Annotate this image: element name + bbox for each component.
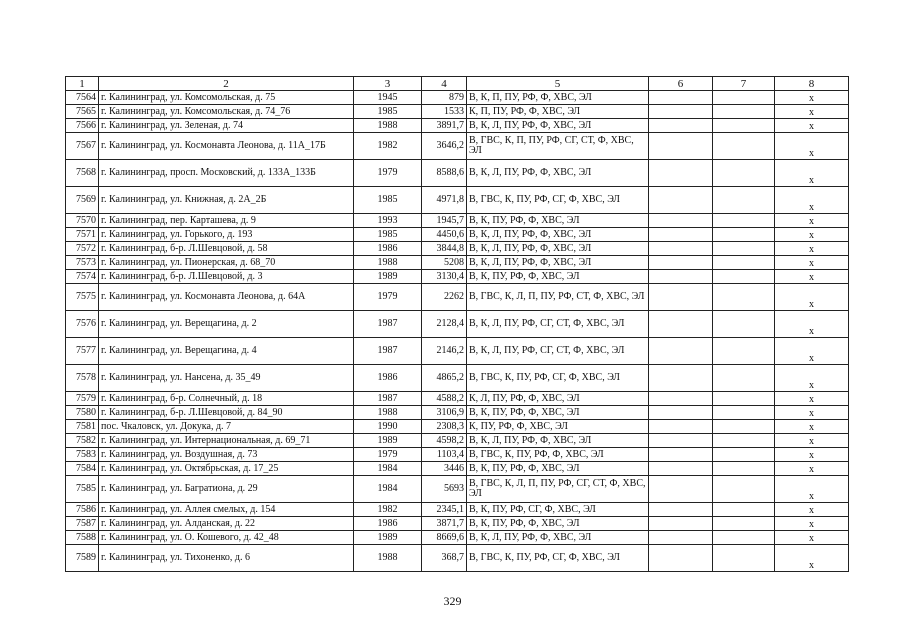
row-area: 4450,6: [422, 228, 467, 242]
row-year: 1986: [354, 365, 422, 392]
row-col-6: [649, 284, 713, 311]
row-address: г. Калининград, ул. Зеленая, д. 74: [99, 119, 354, 133]
row-number: 7587: [66, 517, 99, 531]
row-mark: х: [775, 256, 849, 270]
table-row: [66, 517, 849, 531]
row-address: г. Калининград, б-р. Солнечный, д. 18: [99, 392, 354, 406]
table-row: [66, 214, 849, 228]
header-col-8: 8: [775, 77, 849, 91]
row-col-7: [713, 256, 775, 270]
row-year: 1988: [354, 406, 422, 420]
page-number: 329: [443, 594, 462, 608]
row-address: пос. Чкаловск, ул. Докука, д. 7: [99, 420, 354, 434]
row-area: 3446: [422, 462, 467, 476]
row-works: В, К, Л, ПУ, РФ, Ф, ХВС, ЭЛ: [467, 228, 649, 242]
row-mark: х: [775, 119, 849, 133]
row-mark: х: [775, 420, 849, 434]
row-number: 7573: [66, 256, 99, 270]
row-col-6: [649, 392, 713, 406]
row-number: 7568: [66, 160, 99, 187]
row-col-6: [649, 270, 713, 284]
row-number: 7582: [66, 434, 99, 448]
row-area: 5693: [422, 476, 467, 503]
row-address: г. Калининград, б-р. Л.Шевцовой, д. 84_90: [99, 406, 354, 420]
header-col-4: 4: [422, 77, 467, 91]
row-works: В, К, Л, ПУ, РФ, Ф, ХВС, ЭЛ: [467, 160, 649, 187]
row-works: К, Л, ПУ, РФ, Ф, ХВС, ЭЛ: [467, 392, 649, 406]
row-area: 3891,7: [422, 119, 467, 133]
row-col-6: [649, 105, 713, 119]
row-col-6: [649, 338, 713, 365]
row-number: 7574: [66, 270, 99, 284]
row-number: 7580: [66, 406, 99, 420]
row-mark: х: [775, 545, 849, 572]
header-col-5: 5: [467, 77, 649, 91]
table-row: [66, 434, 849, 448]
row-year: 1989: [354, 270, 422, 284]
row-col-6: [649, 462, 713, 476]
row-area: 2308,3: [422, 420, 467, 434]
row-number: 7564: [66, 91, 99, 105]
row-mark: х: [775, 242, 849, 256]
row-col-6: [649, 545, 713, 572]
row-area: 3844,8: [422, 242, 467, 256]
row-number: 7575: [66, 284, 99, 311]
row-address: г. Калининград, ул. Багратиона, д. 29: [99, 476, 354, 503]
row-works: В, ГВС, К, Л, П, ПУ, РФ, СТ, Ф, ХВС, ЭЛ: [467, 284, 649, 311]
row-col-6: [649, 160, 713, 187]
row-address: г. Калининград, ул. Аллея смелых, д. 154: [99, 503, 354, 517]
row-year: 1988: [354, 119, 422, 133]
row-col-6: [649, 119, 713, 133]
table-row: [66, 503, 849, 517]
header-col-7: 7: [713, 77, 775, 91]
row-mark: х: [775, 406, 849, 420]
row-year: 1985: [354, 105, 422, 119]
table-row: [66, 392, 849, 406]
row-col-6: [649, 448, 713, 462]
row-year: 1985: [354, 187, 422, 214]
row-year: 1945: [354, 91, 422, 105]
table-row: [66, 365, 849, 392]
row-col-7: [713, 406, 775, 420]
row-area: 3130,4: [422, 270, 467, 284]
row-year: 1988: [354, 256, 422, 270]
row-col-7: [713, 187, 775, 214]
header-col-3: 3: [354, 77, 422, 91]
table-body: [66, 91, 849, 572]
row-area: 2262: [422, 284, 467, 311]
row-col-6: [649, 256, 713, 270]
table-row: [66, 311, 849, 338]
row-works: В, ГВС, К, П, ПУ, РФ, СГ, СТ, Ф, ХВС, ЭЛ: [467, 133, 649, 160]
row-number: 7577: [66, 338, 99, 365]
row-area: 8669,6: [422, 531, 467, 545]
row-address: г. Калининград, ул. Алданская, д. 22: [99, 517, 354, 531]
row-works: В, ГВС, К, ПУ, РФ, СГ, Ф, ХВС, ЭЛ: [467, 365, 649, 392]
row-works: К, П, ПУ, РФ, Ф, ХВС, ЭЛ: [467, 105, 649, 119]
row-area: 3871,7: [422, 517, 467, 531]
row-year: 1987: [354, 392, 422, 406]
row-works: В, К, ПУ, РФ, Ф, ХВС, ЭЛ: [467, 462, 649, 476]
row-works: В, К, ПУ, РФ, Ф, ХВС, ЭЛ: [467, 406, 649, 420]
row-number: 7569: [66, 187, 99, 214]
row-address: г. Калининград, ул. О. Кошевого, д. 42_48: [99, 531, 354, 545]
row-mark: х: [775, 105, 849, 119]
table-row: [66, 338, 849, 365]
row-col-7: [713, 91, 775, 105]
row-col-7: [713, 365, 775, 392]
row-col-6: [649, 242, 713, 256]
row-address: г. Калининград, ул. Книжная, д. 2А_2Б: [99, 187, 354, 214]
row-number: 7586: [66, 503, 99, 517]
row-address: г. Калининград, ул. Верещагина, д. 4: [99, 338, 354, 365]
row-works: В, К, ПУ, РФ, Ф, ХВС, ЭЛ: [467, 517, 649, 531]
row-address: г. Калининград, ул. Космонавта Леонова, д. 11А_17Б: [99, 133, 354, 160]
row-year: 1987: [354, 338, 422, 365]
housing-registry-table: [65, 76, 849, 572]
row-area: 879: [422, 91, 467, 105]
row-year: 1989: [354, 531, 422, 545]
row-works: В, К, Л, ПУ, РФ, Ф, ХВС, ЭЛ: [467, 434, 649, 448]
row-address: г. Калининград, ул. Комсомольская, д. 74_76: [99, 105, 354, 119]
row-address: г. Калининград, ул. Нансена, д. 35_49: [99, 365, 354, 392]
table-header-row: [66, 77, 849, 91]
row-col-7: [713, 311, 775, 338]
row-year: 1989: [354, 434, 422, 448]
row-mark: х: [775, 531, 849, 545]
row-col-6: [649, 133, 713, 160]
row-works: В, К, Л, ПУ, РФ, Ф, ХВС, ЭЛ: [467, 531, 649, 545]
row-col-6: [649, 517, 713, 531]
row-number: 7583: [66, 448, 99, 462]
row-col-6: [649, 91, 713, 105]
row-address: г. Калининград, ул. Горького, д. 193: [99, 228, 354, 242]
row-number: 7565: [66, 105, 99, 119]
table-row: [66, 256, 849, 270]
row-year: 1982: [354, 133, 422, 160]
table-row: [66, 406, 849, 420]
row-address: г. Калининград, просп. Московский, д. 133А_133Б: [99, 160, 354, 187]
row-area: 4865,2: [422, 365, 467, 392]
row-col-6: [649, 531, 713, 545]
row-works: В, К, ПУ, РФ, СГ, Ф, ХВС, ЭЛ: [467, 503, 649, 517]
row-year: 1982: [354, 503, 422, 517]
row-col-7: [713, 531, 775, 545]
row-year: 1984: [354, 462, 422, 476]
row-mark: х: [775, 311, 849, 338]
row-year: 1984: [354, 476, 422, 503]
row-address: г. Калининград, ул. Октябрьская, д. 17_25: [99, 462, 354, 476]
row-area: 1945,7: [422, 214, 467, 228]
header-col-6: 6: [649, 77, 713, 91]
row-works: В, ГВС, К, ПУ, РФ, СГ, Ф, ХВС, ЭЛ: [467, 187, 649, 214]
row-number: 7572: [66, 242, 99, 256]
row-area: 4588,2: [422, 392, 467, 406]
row-area: 368,7: [422, 545, 467, 572]
row-col-6: [649, 365, 713, 392]
row-address: г. Калининград, б-р. Л.Шевцовой, д. 58: [99, 242, 354, 256]
row-works: В, ГВС, К, ПУ, РФ, Ф, ХВС, ЭЛ: [467, 448, 649, 462]
row-col-7: [713, 270, 775, 284]
row-area: 3106,9: [422, 406, 467, 420]
table-row: [66, 476, 849, 503]
row-col-6: [649, 476, 713, 503]
row-col-6: [649, 503, 713, 517]
row-number: 7567: [66, 133, 99, 160]
row-col-7: [713, 392, 775, 406]
row-address: г. Калининград, ул. Интернациональная, д. 69_71: [99, 434, 354, 448]
row-col-7: [713, 545, 775, 572]
row-mark: х: [775, 365, 849, 392]
row-mark: х: [775, 338, 849, 365]
row-address: г. Калининград, ул. Воздушная, д. 73: [99, 448, 354, 462]
row-number: 7570: [66, 214, 99, 228]
row-col-7: [713, 503, 775, 517]
row-col-6: [649, 420, 713, 434]
row-works: В, К, Л, ПУ, РФ, Ф, ХВС, ЭЛ: [467, 242, 649, 256]
row-mark: х: [775, 462, 849, 476]
table-row: [66, 420, 849, 434]
row-col-7: [713, 242, 775, 256]
row-number: 7585: [66, 476, 99, 503]
row-mark: х: [775, 448, 849, 462]
row-works: В, К, Л, ПУ, РФ, СГ, СТ, Ф, ХВС, ЭЛ: [467, 311, 649, 338]
row-address: г. Калининград, пер. Карташева, д. 9: [99, 214, 354, 228]
row-col-7: [713, 338, 775, 365]
row-mark: х: [775, 270, 849, 284]
row-year: 1985: [354, 228, 422, 242]
row-mark: х: [775, 392, 849, 406]
row-number: 7566: [66, 119, 99, 133]
row-year: 1986: [354, 242, 422, 256]
row-year: 1990: [354, 420, 422, 434]
row-number: 7589: [66, 545, 99, 572]
row-works: В, К, Л, ПУ, РФ, Ф, ХВС, ЭЛ: [467, 119, 649, 133]
row-col-7: [713, 434, 775, 448]
row-works: К, ПУ, РФ, Ф, ХВС, ЭЛ: [467, 420, 649, 434]
row-address: г. Калининград, ул. Космонавта Леонова, д. 64А: [99, 284, 354, 311]
row-mark: х: [775, 160, 849, 187]
row-works: В, К, П, ПУ, РФ, Ф, ХВС, ЭЛ: [467, 91, 649, 105]
row-address: г. Калининград, ул. Пионерская, д. 68_70: [99, 256, 354, 270]
row-col-6: [649, 214, 713, 228]
row-col-6: [649, 311, 713, 338]
row-works: В, К, Л, ПУ, РФ, Ф, ХВС, ЭЛ: [467, 256, 649, 270]
row-col-7: [713, 462, 775, 476]
row-col-6: [649, 434, 713, 448]
row-number: 7588: [66, 531, 99, 545]
row-col-7: [713, 160, 775, 187]
row-mark: х: [775, 503, 849, 517]
row-area: 5208: [422, 256, 467, 270]
row-area: 3646,2: [422, 133, 467, 160]
table-row: [66, 284, 849, 311]
table-row: [66, 242, 849, 256]
header-col-2: 2: [99, 77, 354, 91]
row-mark: х: [775, 476, 849, 503]
table-row: [66, 270, 849, 284]
row-works: В, ГВС, К, Л, П, ПУ, РФ, СГ, СТ, Ф, ХВС, ЭЛ: [467, 476, 649, 503]
row-col-7: [713, 119, 775, 133]
row-mark: х: [775, 228, 849, 242]
row-col-7: [713, 517, 775, 531]
row-year: 1979: [354, 160, 422, 187]
table-row: [66, 545, 849, 572]
row-works: В, К, ПУ, РФ, Ф, ХВС, ЭЛ: [467, 270, 649, 284]
row-number: 7579: [66, 392, 99, 406]
row-col-7: [713, 448, 775, 462]
row-mark: х: [775, 517, 849, 531]
row-mark: х: [775, 187, 849, 214]
row-col-7: [713, 420, 775, 434]
row-mark: х: [775, 284, 849, 311]
row-number: 7578: [66, 365, 99, 392]
table-row: [66, 133, 849, 160]
row-works: В, К, Л, ПУ, РФ, СГ, СТ, Ф, ХВС, ЭЛ: [467, 338, 649, 365]
row-year: 1979: [354, 284, 422, 311]
row-year: 1979: [354, 448, 422, 462]
table-row: [66, 119, 849, 133]
row-mark: х: [775, 214, 849, 228]
row-col-6: [649, 187, 713, 214]
row-area: 1103,4: [422, 448, 467, 462]
row-works: В, К, ПУ, РФ, Ф, ХВС, ЭЛ: [467, 214, 649, 228]
row-number: 7576: [66, 311, 99, 338]
row-address: г. Калининград, б-р. Л.Шевцовой, д. 3: [99, 270, 354, 284]
row-year: 1993: [354, 214, 422, 228]
table-row: [66, 160, 849, 187]
row-year: 1988: [354, 545, 422, 572]
table-row: [66, 91, 849, 105]
row-area: 1533: [422, 105, 467, 119]
row-mark: х: [775, 133, 849, 160]
row-area: 2146,2: [422, 338, 467, 365]
row-number: 7584: [66, 462, 99, 476]
row-address: г. Калининград, ул. Комсомольская, д. 75: [99, 91, 354, 105]
row-area: 2345,1: [422, 503, 467, 517]
row-col-7: [713, 214, 775, 228]
row-mark: х: [775, 434, 849, 448]
row-year: 1986: [354, 517, 422, 531]
row-area: 8588,6: [422, 160, 467, 187]
row-col-6: [649, 228, 713, 242]
table-row: [66, 448, 849, 462]
table-row: [66, 228, 849, 242]
row-col-7: [713, 228, 775, 242]
row-area: 4971,8: [422, 187, 467, 214]
row-works: В, ГВС, К, ПУ, РФ, СГ, Ф, ХВС, ЭЛ: [467, 545, 649, 572]
table-row: [66, 105, 849, 119]
row-area: 2128,4: [422, 311, 467, 338]
row-address: г. Калининград, ул. Тихоненко, д. 6: [99, 545, 354, 572]
table-row: [66, 462, 849, 476]
row-col-7: [713, 476, 775, 503]
row-col-6: [649, 406, 713, 420]
header-col-1: 1: [66, 77, 99, 91]
row-area: 4598,2: [422, 434, 467, 448]
table-row: [66, 531, 849, 545]
row-year: 1987: [354, 311, 422, 338]
row-col-7: [713, 284, 775, 311]
row-number: 7581: [66, 420, 99, 434]
row-col-7: [713, 133, 775, 160]
row-col-7: [713, 105, 775, 119]
row-number: 7571: [66, 228, 99, 242]
row-mark: х: [775, 91, 849, 105]
table-row: [66, 187, 849, 214]
row-address: г. Калининград, ул. Верещагина, д. 2: [99, 311, 354, 338]
